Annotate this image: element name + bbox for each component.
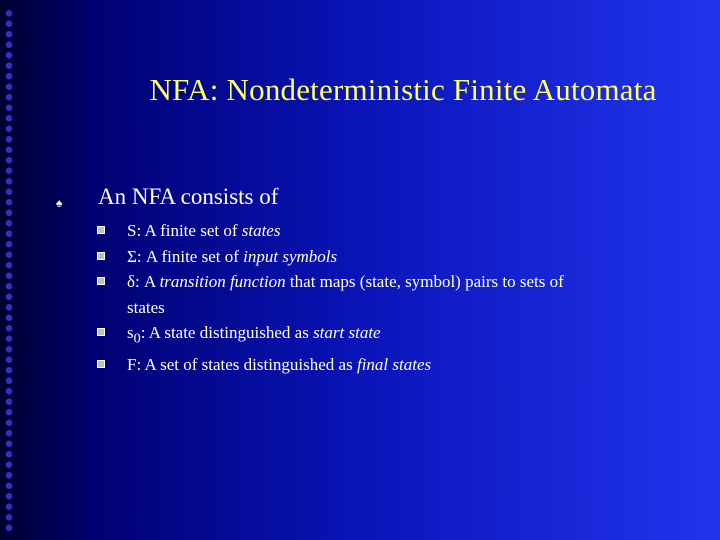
- list-item: $s_0$: A state distinguished as start state: [97, 320, 687, 352]
- square-bullet-icon: [97, 252, 105, 260]
- list-item: S: A finite set of states: [97, 218, 687, 244]
- square-bullet-icon: [97, 226, 105, 234]
- left-decorative-strip: [0, 0, 86, 540]
- square-bullet-icon: [97, 328, 105, 336]
- slide-title: NFA: Nondeterministic Finite Automata: [149, 72, 657, 107]
- dot-pattern: [4, 8, 14, 534]
- list-item: δ: A transition function that maps (state, symbol) pairs to sets of states: [97, 269, 687, 320]
- list-item: Σ: A finite set of input symbols: [97, 244, 687, 270]
- square-bullet-icon: [97, 277, 105, 285]
- square-bullet-icon: [97, 360, 105, 368]
- sub-bullet-list: [97, 218, 687, 377]
- spade-bullet-icon: ♠: [56, 196, 63, 210]
- list-item: F: A set of states distinguished as final states: [97, 352, 687, 378]
- main-bullet-text: An NFA consists of: [98, 184, 279, 209]
